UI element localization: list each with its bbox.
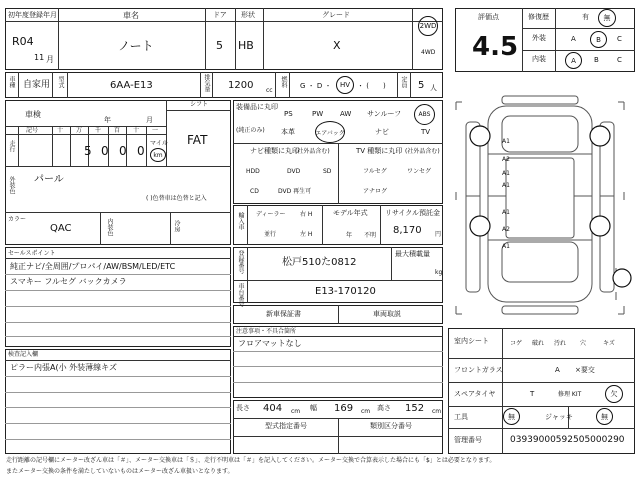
chassis-value: E13-170120	[315, 286, 376, 297]
equip-airbag-circle: エアバック	[315, 121, 345, 143]
car-diagram	[450, 92, 640, 324]
exterior-grade-c: C	[617, 35, 622, 43]
reg-month: 11	[34, 53, 45, 62]
repair-label: 修復歴	[528, 13, 549, 21]
tv-label: TV 種類に丸印	[356, 147, 403, 155]
width-label: 幅	[310, 404, 317, 412]
mileage-hdr-juu: 十	[133, 127, 140, 134]
model-label: 型式	[57, 76, 64, 88]
recycle-value: 8,170	[393, 225, 422, 236]
length-value: 404	[263, 403, 283, 414]
damage-mark-2: A2	[502, 156, 510, 163]
exterior-note: ( )色替車は色替と記入	[146, 195, 207, 202]
registration-value: 松戸510た0812	[282, 257, 357, 268]
width-unit: cm	[361, 408, 371, 415]
spare-missing-circle: 欠	[605, 385, 623, 403]
jack-label: ジャッキ	[545, 413, 573, 421]
length-unit: cm	[291, 408, 301, 415]
tools-label: 工具	[454, 413, 468, 421]
equip-abs-circle: ABS	[414, 104, 435, 125]
notes-label: 注意事項・不具合箇所	[236, 328, 297, 335]
registration-label: 登録番号	[237, 250, 244, 274]
inspector-label: 検査記入欄	[8, 351, 39, 358]
interior-grade-c: C	[617, 56, 622, 64]
repair-no-circle: 無	[598, 9, 616, 27]
navi-sub: (社外品含む)	[295, 148, 330, 155]
reg-year-label: 初年度登録年月	[8, 11, 57, 19]
cooling-label: 冷房	[173, 220, 180, 232]
model-year-unit: 年	[346, 232, 353, 239]
equip-ps: PS	[284, 110, 293, 118]
import-left: 左 H	[300, 231, 313, 238]
inspection-year-unit: 年	[104, 116, 111, 124]
import-parallel: 並行	[264, 231, 277, 238]
inspector-value: ピラー内張A(小 外装薄線キズ	[10, 363, 117, 372]
exterior-grade-a: A	[571, 35, 576, 43]
interior-grade-a-circle: A	[565, 52, 582, 69]
fuel-hv-circle: HV	[336, 76, 354, 94]
vehicle-type-label: 車種	[8, 76, 15, 88]
navi-sd: SD	[323, 168, 332, 175]
spare-t: T	[530, 390, 535, 398]
model: 6AA-E13	[110, 80, 153, 91]
mileage-km-circle: km	[150, 148, 166, 162]
recycle-label: リサイクル預託金	[385, 209, 441, 217]
mileage-hdr-ichi: 一	[152, 127, 159, 134]
interior-color-label: 内装色	[106, 218, 113, 236]
length-label: 長さ	[236, 404, 250, 412]
navi-dvd: DVD	[287, 168, 301, 175]
import-dealer: ディーラー	[256, 211, 286, 218]
tools-none-circle: 無	[503, 408, 520, 425]
mileage-hdr-sen: 千	[95, 127, 102, 134]
reg-month-unit: 月	[46, 55, 54, 64]
exterior-label: 外装色	[8, 176, 15, 194]
exterior-grade-label: 外装	[532, 34, 546, 42]
doors-label: ドア	[213, 11, 227, 19]
mgmt-label: 管理番号	[454, 436, 482, 444]
shape: HB	[238, 39, 254, 52]
inspection-month-unit: 月	[146, 116, 153, 124]
cc-unit: cc	[266, 87, 273, 94]
width-value: 169	[334, 403, 354, 414]
height-value: 152	[405, 403, 425, 414]
jack-none-circle: 無	[596, 408, 613, 425]
displacement-label: 排気量	[203, 74, 210, 92]
import-right: 右 H	[300, 211, 313, 218]
damage-mark-4: A1	[502, 182, 510, 189]
sales-point-line-1: 純正ナビ/全周囲/プロパイ/AW/BSM/LED/ETC	[10, 262, 176, 271]
color-code-value: QAC	[50, 223, 72, 234]
navi-dvd-play: DVD 再生可	[278, 188, 312, 195]
equip-pw: PW	[312, 110, 324, 118]
score-label: 評価点	[478, 13, 499, 21]
height-unit: cm	[432, 408, 442, 415]
sales-point-line-2: スマキー フルセグ バックカメラ	[10, 277, 127, 286]
import-label: 輸入車	[237, 212, 244, 230]
height-label: 高さ	[377, 404, 391, 412]
fuel-options: G ・ D ・	[300, 82, 332, 90]
seat-burn: コゲ	[510, 340, 523, 347]
windshield-replace: ×要交	[575, 366, 595, 374]
fuel-label: 燃料	[280, 76, 287, 88]
capacity: 5	[418, 80, 425, 91]
notes-value: フロアマットなし	[238, 339, 302, 348]
damage-mark-1: A1	[502, 138, 510, 145]
drive-2wd-circle: 2WD	[418, 16, 438, 36]
damage-mark-3: A1	[502, 170, 510, 177]
recycle-unit: 円	[435, 231, 442, 238]
navi-hdd: HDD	[246, 168, 260, 175]
interior-grade-b: B	[594, 56, 599, 64]
navi-label: ナビ種類に丸印	[250, 147, 299, 155]
footer-line-2: またメーター交換の条件を満たしていないものはメーター改ざん車扱いとなります。	[6, 468, 234, 475]
mgmt-value: 03939000592505000290	[510, 435, 625, 445]
shift-label: シフト	[190, 101, 209, 108]
left-middle-table	[5, 100, 231, 245]
seat-stain: 汚れ	[554, 340, 567, 347]
mileage-hdr-symbol: 記号	[26, 127, 39, 134]
grade: X	[333, 39, 341, 52]
mileage-hdr-hyaku: 百	[114, 127, 121, 134]
seat-hole: 穴	[580, 340, 587, 347]
interior-grade-label: 内装	[532, 55, 546, 63]
equip-sunroof: サンルーフ	[367, 110, 402, 118]
new-warranty-label: 新車保証書	[266, 310, 301, 318]
tv-analog: アナログ	[363, 188, 388, 195]
equip-navi: ナビ	[375, 128, 389, 136]
vehicle-type: 自家用	[23, 80, 51, 90]
navi-cd: CD	[250, 188, 259, 195]
shape-label: 形状	[241, 11, 255, 19]
color-code-label: カラー	[8, 216, 27, 223]
damage-mark-7: A1	[502, 243, 510, 250]
car-name: ノート	[118, 39, 154, 53]
mileage-digit-1: 5	[84, 144, 92, 158]
tv-sub: (社外品含む)	[405, 148, 440, 155]
damage-mark-6: A2	[502, 226, 510, 233]
sales-point-label: セールスポイント	[8, 250, 56, 257]
mileage-hdr-10man: 十	[57, 127, 64, 134]
mileage-hdr-man: 万	[76, 127, 83, 134]
chassis-label: 車台番号	[237, 283, 244, 307]
exterior-value: パール	[34, 174, 64, 185]
tv-oneseg: ワンセグ	[407, 168, 432, 175]
tv-fullseg: フルセグ	[363, 168, 387, 175]
mileage-digit-2: 0	[101, 144, 109, 158]
damage-mark-5: A1	[502, 209, 510, 216]
displacement: 1200	[228, 80, 254, 91]
max-load-unit: kg	[435, 269, 443, 276]
mileage-digit-3: 0	[119, 144, 127, 158]
grade-label: グレード	[322, 11, 350, 19]
spare-kit: 修理 KIT	[558, 391, 582, 398]
capacity-label: 定員	[400, 76, 407, 88]
mileage-label: 走行	[8, 140, 15, 152]
mileage-unit-mile: マイル	[150, 140, 168, 147]
windshield-label: フロントガラス	[454, 366, 503, 374]
max-load-label: 最大積載量	[395, 250, 430, 258]
repair-yes: 有	[582, 13, 589, 21]
fuel-other: ・ ( )	[357, 82, 386, 90]
doors: 5	[216, 39, 223, 52]
seat-tear: 破れ	[532, 340, 545, 347]
equipment-label: 装備品に丸印	[236, 103, 278, 111]
seat-label: 室内シート	[454, 337, 489, 345]
equip-tv: TV	[421, 128, 431, 136]
spare-label: スペアタイヤ	[454, 390, 496, 398]
drive-4wd: 4WD	[421, 49, 436, 56]
exterior-grade-b-circle: B	[590, 31, 607, 48]
manual-label: 車両取説	[373, 310, 401, 318]
shift-value: FAT	[187, 133, 208, 147]
equip-aw: AW	[340, 110, 352, 118]
mileage-digit-4: 0	[137, 144, 145, 158]
capacity-unit: 人	[430, 84, 437, 92]
model-cert-label: 型式指定番号	[265, 422, 307, 430]
footer-line-1: 走行距離の記号欄にメーター改ざん車は「＃」、メーター交換車は「＄」、走行不明車は「＃」を記入してください。メーター交換で合算表示した場合にも「$」とは必要となります。	[6, 457, 496, 464]
equip-leather: 本革	[281, 128, 295, 136]
inspection-label: 車検	[25, 110, 41, 119]
model-year-unknown: 不明	[364, 232, 377, 239]
windshield-a: A	[555, 366, 560, 374]
category-label: 類別区分番号	[370, 422, 412, 430]
model-year-label: モデル年式	[333, 209, 368, 217]
equipment-sub: (純正のみ)	[236, 127, 265, 134]
score-value: 4.5	[472, 32, 519, 62]
car-name-label: 車名	[123, 11, 139, 20]
reg-year: R04	[12, 35, 34, 48]
seat-scratch: キズ	[603, 340, 615, 347]
